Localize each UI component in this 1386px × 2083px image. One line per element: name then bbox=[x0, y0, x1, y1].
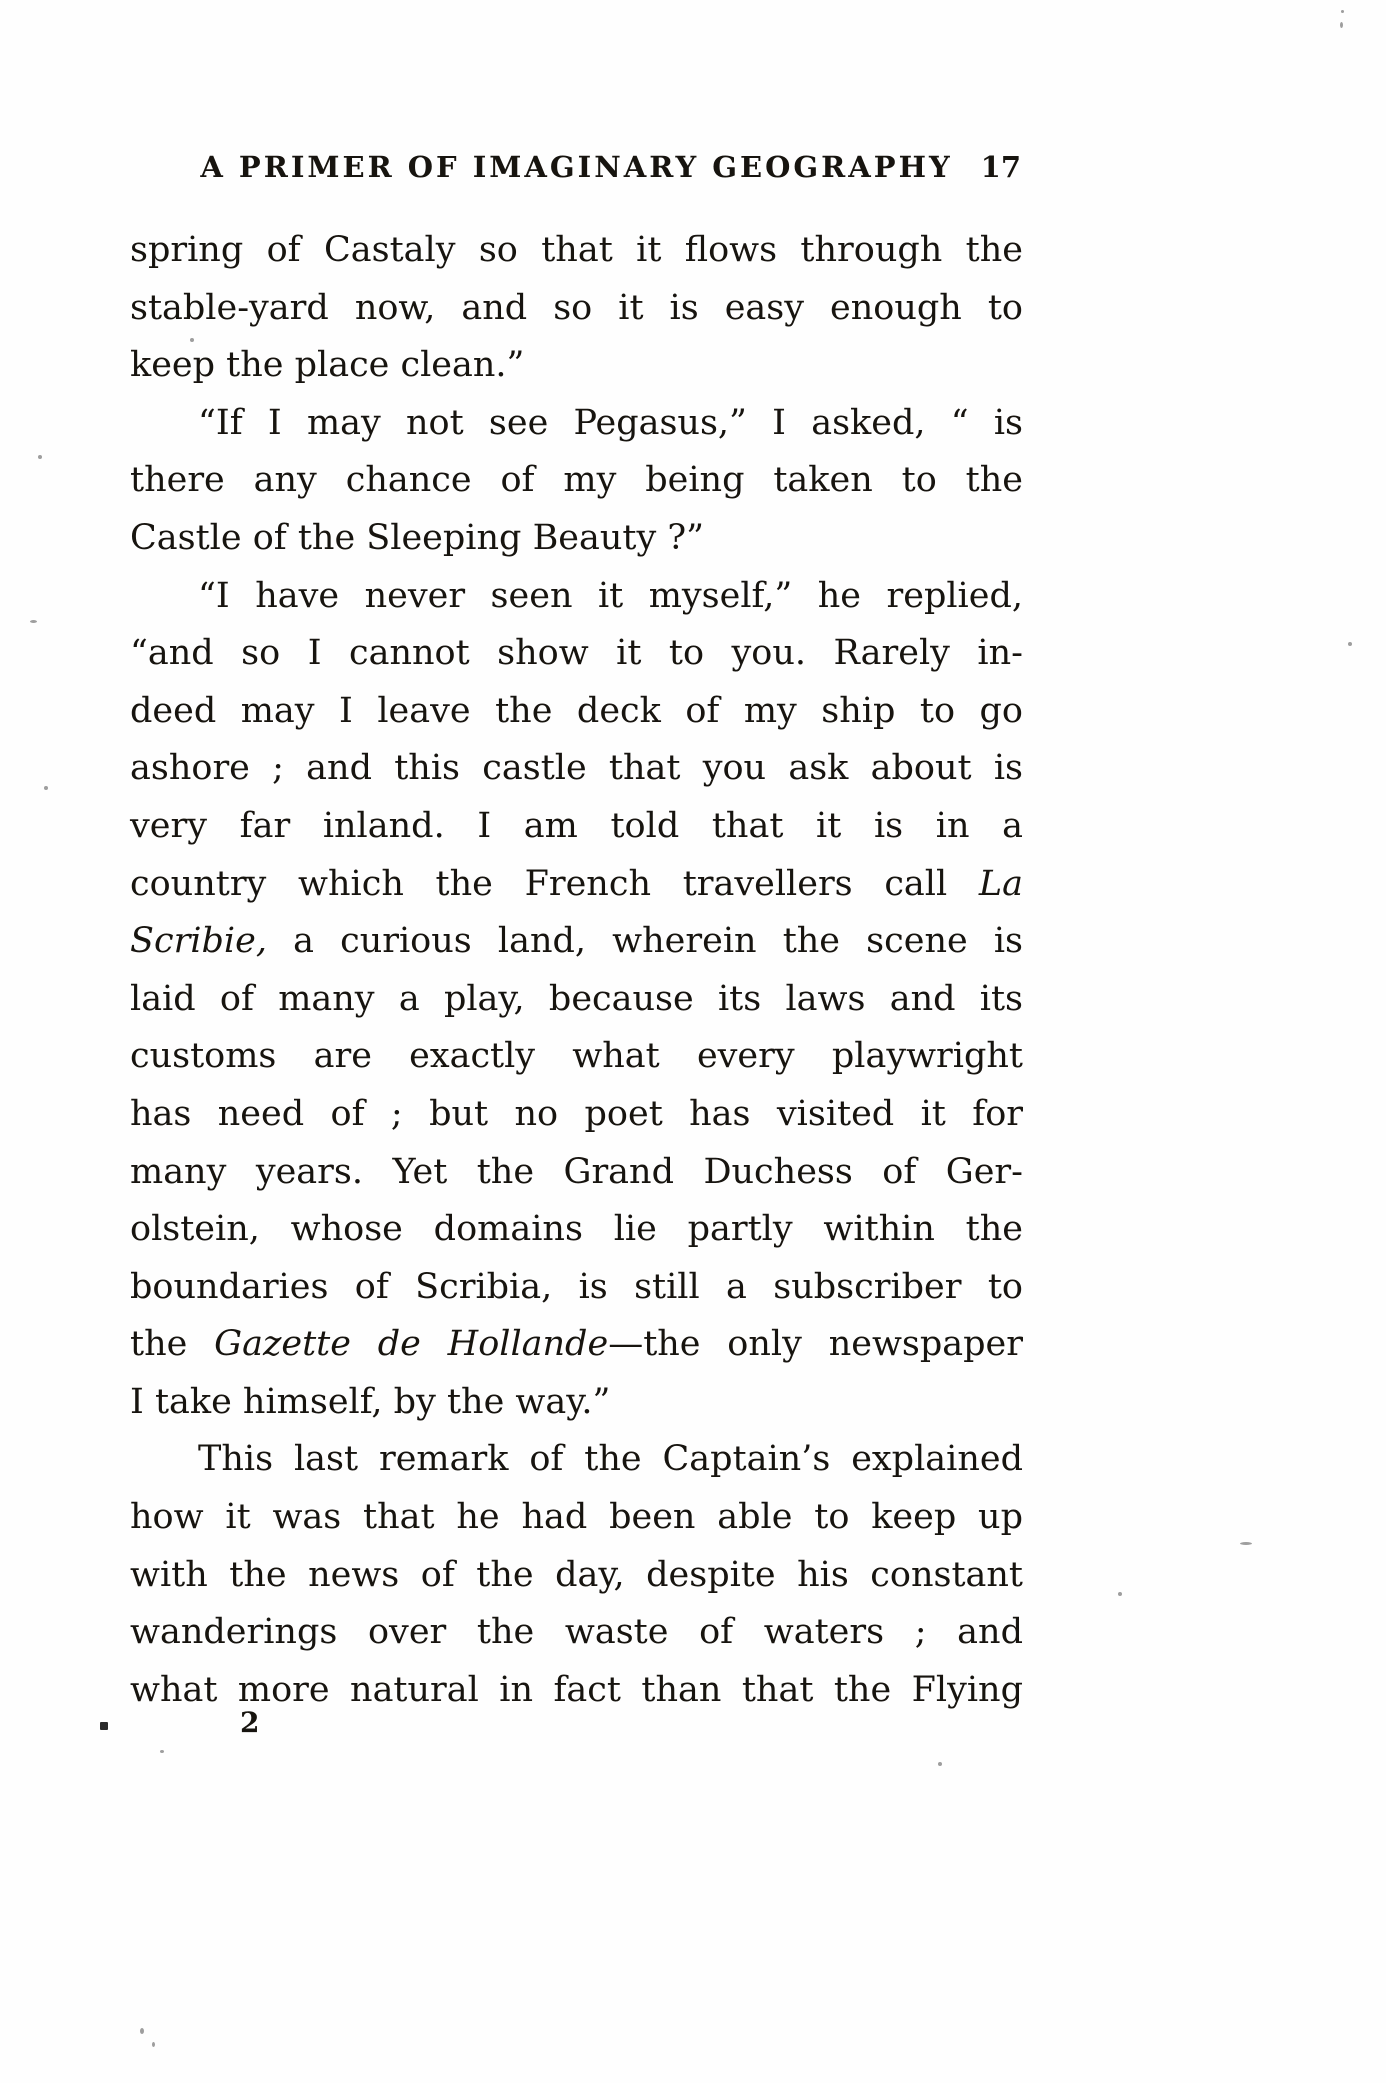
scan-speck bbox=[1118, 1592, 1122, 1596]
scan-speck bbox=[100, 1722, 108, 1730]
signature-mark: 2 bbox=[240, 1706, 260, 1739]
scan-speck bbox=[1340, 22, 1343, 28]
text-line: customs are exactly what every playwright bbox=[130, 1036, 1023, 1077]
text-line: spring of Castaly so that it flows through the bbox=[130, 230, 1023, 270]
scan-speck bbox=[190, 338, 194, 342]
text-line: ashore ; and this castle that you ask about is bbox=[130, 748, 1023, 789]
scan-speck bbox=[140, 2028, 144, 2034]
scan-speck bbox=[1341, 10, 1344, 13]
text-line: with the news of the day, despite his constant bbox=[130, 1554, 1023, 1595]
text-line: laid of many a play, because its laws and its bbox=[130, 978, 1023, 1019]
text-line: the Gazette de Hollande—the only newspaper bbox=[130, 1324, 1023, 1365]
text-line: many years. Yet the Grand Duchess of Ger- bbox=[130, 1151, 1023, 1192]
text-line: “I have never seen it myself,” he replied, bbox=[198, 575, 1023, 616]
page-content bbox=[130, 150, 1023, 1719]
text-block bbox=[130, 222, 1023, 1719]
scan-speck bbox=[160, 1750, 164, 1753]
text-line: Castle of the Sleeping Beauty ?” bbox=[130, 517, 705, 558]
text-line: country which the French travellers call La bbox=[130, 863, 1023, 904]
text-line: olstein, whose domains lie partly within the bbox=[130, 1209, 1023, 1250]
scan-speck bbox=[30, 620, 37, 623]
scan-speck bbox=[1240, 1542, 1252, 1545]
text-line: what more natural in fact than that the Flying bbox=[130, 1669, 1023, 1710]
running-header bbox=[130, 150, 1023, 190]
text-line: This last remark of the Captain’s explained bbox=[198, 1439, 1023, 1480]
text-line: deed may I leave the deck of my ship to go bbox=[130, 690, 1023, 731]
scan-speck bbox=[38, 455, 42, 459]
text-line: boundaries of Scribia, is still a subscriber to bbox=[130, 1266, 1023, 1307]
scan-speck bbox=[152, 2042, 155, 2047]
scan-speck bbox=[1348, 642, 1352, 646]
text-line: Scribie, a curious land, wherein the scene is bbox=[130, 921, 1023, 962]
text-line: there any chance of my being taken to the bbox=[130, 460, 1023, 501]
text-line: how it was that he had been able to keep up bbox=[130, 1497, 1023, 1538]
text-line: wanderings over the waste of waters ; and bbox=[130, 1612, 1023, 1653]
text-line: keep the place clean.” bbox=[130, 345, 525, 386]
page-number: 17 bbox=[980, 150, 1021, 184]
scan-speck bbox=[938, 1762, 942, 1766]
text-line: I take himself, by the way.” bbox=[130, 1381, 611, 1422]
text-line: very far inland. I am told that it is in a bbox=[130, 805, 1023, 846]
text-line: “If I may not see Pegasus,” I asked, “ is bbox=[198, 402, 1023, 443]
text-line: stable-yard now, and so it is easy enough to bbox=[130, 287, 1023, 328]
scan-speck bbox=[44, 786, 48, 790]
text-line: has need of ; but no poet has visited it for bbox=[130, 1093, 1023, 1134]
text-line: “and so I cannot show it to you. Rarely in- bbox=[130, 633, 1023, 674]
running-header-title: A PRIMER OF IMAGINARY GEOGRAPHY bbox=[200, 150, 953, 184]
